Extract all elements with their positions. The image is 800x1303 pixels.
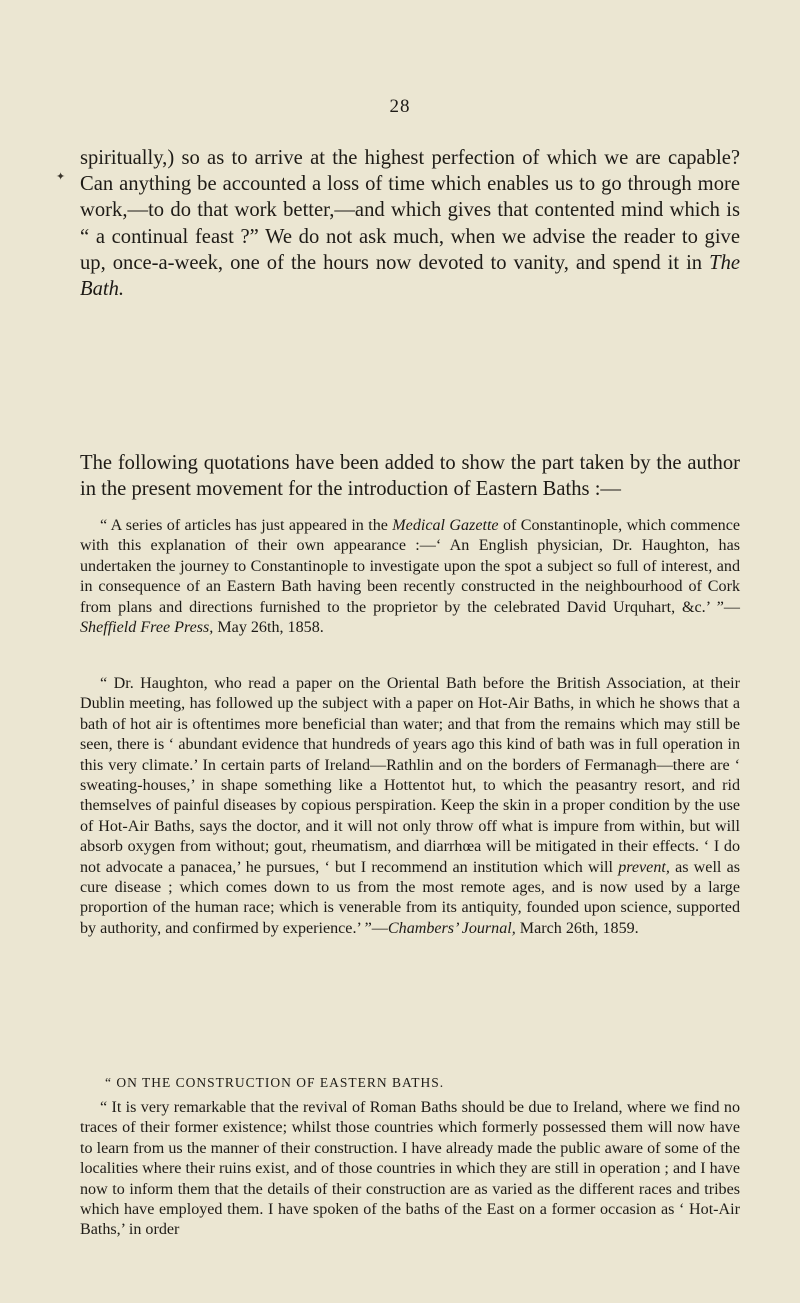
bath-title-italic: The Bath. (80, 251, 740, 301)
quote1-source: Sheffield Free Press, (80, 619, 214, 637)
quote1-text-b: of Constantinople, which commence with this explanation of their own appearance :—‘ An English physician, Dr. Haughton, has undertaken the journey to Constantinople to investigate upon the spot a subject so full of interest, and in consequence of an Eastern Bath having been recently constructed in the neighbourhood of Cork from plans and directions furnished to the proprietor by the celebrated David Urquhart, &c.’ ”— (80, 517, 740, 616)
quote2-date: March 26th, 1859. (515, 919, 639, 937)
quote1-date: May 26th, 1858. (213, 619, 324, 637)
intro-paragraph-text: The following quotations have been added to show the part taken by the author in the present movement for the introduction of Eastern Baths :— (80, 452, 740, 501)
quotation-construction (80, 1098, 740, 1241)
quote2-source: Chambers’ Journal, (387, 919, 516, 937)
quote2-text-a: “ Dr. Haughton, who read a paper on the Oriental Bath before the British Association, at their Dublin meeting, has followed up the subject with a paper on Hot-Air Baths, in which he shows that a bath of hot air is oftentimes more beneficial than water; and that from the remains which may still be seen, there is ‘ abundant evidence that hundreds of years ago this kind of bath was in full operation in this very climate.’ In certain parts of Ireland—Rathlin and on the borders of Fermanagh—there are ‘ sweating-houses,’ in shape something like a Hottentot hut, to which the peasantry resort, and rid themselves of painful diseases by copious perspiration. Keep the skin in a proper condition by the use of Hot-Air Baths, says the doctor, and it will not only throw off what is impure from within, but will absorb oxygen from without; gout, rheumatism, and diarrhœa will be mitigated in their effects. ‘ I do not advocate a panacea,’ he pursues, ‘ but I recommend an institution which will (80, 675, 740, 876)
quote2-text-b: as well as cure disease ; which comes down to us from the most remote ages, and is now used by a large proportion of the human race; which is venerable from its antiquity, founded upon science, supported by authority, and confirmed by experience.’ ”— (80, 858, 741, 937)
opening-paragraph (80, 145, 740, 302)
quotation-chambers-journal (80, 674, 740, 939)
quote1-text-a: “ A series of articles has just appeared in the (100, 517, 393, 534)
intro-paragraph (80, 450, 740, 502)
quote3-text: “ It is very remarkable that the revival of Roman Baths should be due to Ireland, where we find no traces of their former existence; whilst those countries which formerly possessed them will now have to learn from us the manner of their construction. I have already made the public aware of some of the localities where their ruins exist, and of those countries in which they are still in operation ; and I have now to inform them that the details of their construction are as varied as the different races and tribes which have employed them. I have spoken of the baths of the East on a former occasion as ‘ Hot-Air Baths,’ in order (80, 1099, 740, 1239)
margin-mark: ✦ (56, 171, 66, 183)
page-number: 28 (389, 96, 411, 117)
quote2-italic: prevent, (618, 858, 670, 876)
opening-paragraph-text: spiritually,) so as to arrive at the highest perfection of which we are capable? Can anything be accounted a loss of time which enables us to go through more work,—to do that work better,—and which gives that contented mind which is “ a continual feast ?” We do not ask much, when we advise the reader to give up, once-a-week, one of the hours now devoted to vanity, and spend it in (80, 147, 740, 274)
section-heading: “ ON THE CONSTRUCTION OF EASTERN BATHS. (105, 1075, 445, 1090)
quote1-italic: Medical Gazette (392, 517, 499, 534)
quotation-medical-gazette (80, 516, 740, 638)
